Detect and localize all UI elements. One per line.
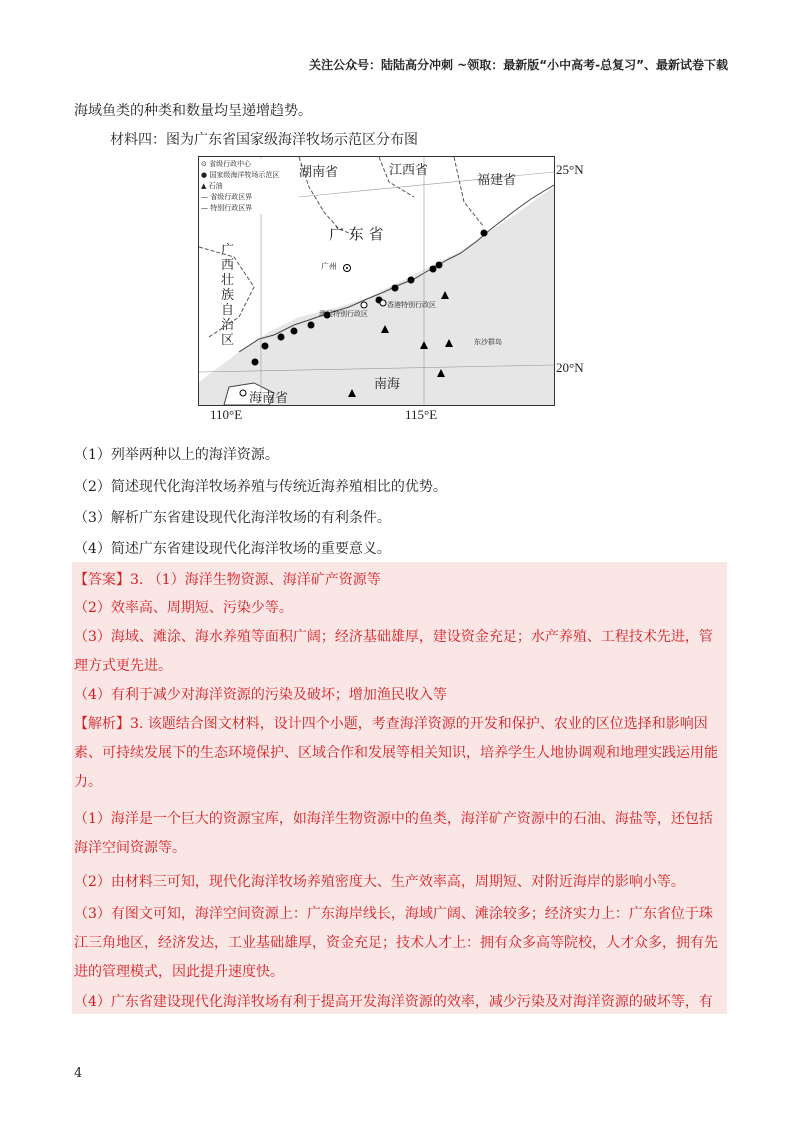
coord-115e: 115°E bbox=[405, 407, 438, 422]
question-2: （2）简述现代化海洋牧场养殖与传统近海养殖相比的优势。 bbox=[74, 479, 447, 495]
coord-25n: 25°N bbox=[556, 162, 584, 177]
analysis-line-3: 力。 bbox=[74, 774, 102, 790]
analysis-line-1: 【解析】3. 该题结合图文材料，设计四个小题，考查海洋资源的开发和保护、农业的区位选择和影响因 bbox=[74, 716, 708, 732]
analysis-line-9: 进的管理模式，因此提升速度快。 bbox=[74, 964, 284, 980]
legend-province-border: — 省级行政区界 bbox=[201, 193, 253, 201]
coord-110e: 110°E bbox=[210, 407, 243, 422]
ranch-dot bbox=[481, 230, 488, 237]
analysis-line-2: 素、可持续发展下的生态环境保护、区域合作和发展等相关知识，培养学生人地协调观和地理实践运用能 bbox=[74, 745, 718, 761]
analysis-line-7: （3）有图文可知，海洋空间资源上：广东海岸线长，海域广阔、滩涂较多；经济实力上：广东省位于珠 bbox=[74, 906, 713, 922]
material-title: 材料四：图为广东省国家级海洋牧场示范区分布图 bbox=[110, 132, 418, 148]
ranch-dot bbox=[252, 359, 259, 366]
answer-line-2: （2）效率高、周期短、污染少等。 bbox=[74, 600, 293, 616]
ranch-dot bbox=[291, 328, 298, 335]
ranch-dot bbox=[262, 343, 269, 350]
label-hunan: 湖南省 bbox=[299, 165, 339, 180]
haikou-marker bbox=[240, 390, 246, 396]
legend-capital: ⊙ 省级行政中心 bbox=[201, 160, 252, 168]
label-guangxi: 广西壮族自治区 bbox=[221, 243, 235, 348]
label-guangzhou: 广州 bbox=[321, 262, 337, 271]
answer-line-1: 【答案】3. （1）海洋生物资源、海洋矿产资源等 bbox=[74, 572, 381, 588]
page-number: 4 bbox=[74, 1066, 83, 1081]
legend-oil: ▲ 石油 bbox=[201, 182, 223, 190]
map-legend bbox=[201, 159, 280, 214]
ranch-dot bbox=[278, 334, 285, 341]
question-4: （4）简述广东省建设现代化海洋牧场的重要意义。 bbox=[74, 541, 391, 557]
label-xianggang: 香港特别行政区 bbox=[387, 301, 436, 309]
analysis-line-10: （4）广东省建设现代化海洋牧场有利于提高开发海洋资源的效率，减少污染及对海洋资源的破坏等，有 bbox=[74, 994, 713, 1010]
analysis-line-4: （1）海洋是一个巨大的资源宝库，如海洋生物资源中的鱼类，海洋矿产资源中的石油、海盐等，还包括 bbox=[74, 811, 713, 827]
label-jiangxi: 江西省 bbox=[389, 163, 429, 178]
xianggang-marker bbox=[380, 300, 386, 306]
guangzhou-marker-center bbox=[346, 267, 348, 269]
answer-line-5: （4）有利于减少对海洋资源的污染及破坏；增加渔民收入等 bbox=[74, 687, 447, 703]
legend-ranch: ● 国家级海洋牧场示范区 bbox=[201, 171, 280, 179]
coord-20n: 20°N bbox=[556, 360, 584, 375]
ranch-dot bbox=[430, 266, 437, 273]
answer-line-4: 理方式更先进。 bbox=[74, 658, 172, 674]
ranch-dot bbox=[308, 322, 315, 329]
ranch-dot bbox=[436, 262, 443, 269]
answer-line-3: （3）海域、滩涂、海水养殖等面积广阔；经济基础雄厚，建设资金充足；水产养殖、工程技术先进，管 bbox=[74, 629, 713, 645]
analysis-line-8: 江三角地区，经济发达，工业基础雄厚，资金充足；技术人才上：拥有众多高等院校，人才众多，拥有先 bbox=[74, 935, 718, 951]
intro-line: 海域鱼类的种类和数量均呈递增趋势。 bbox=[74, 103, 312, 119]
analysis-line-5: 海洋空间资源等。 bbox=[74, 840, 186, 856]
label-hainan: 海南省 bbox=[249, 391, 289, 406]
map-frame bbox=[198, 156, 555, 406]
label-aomen: 澳门特别行政区 bbox=[319, 310, 368, 318]
aomen-marker bbox=[361, 302, 367, 308]
question-1: （1）列举两种以上的海洋资源。 bbox=[74, 447, 279, 463]
page-header: 关注公众号：陆陆高分冲刺 ~领取：最新版“小中高考-总复习”、最新试卷下载 bbox=[309, 58, 728, 72]
label-fujian: 福建省 bbox=[477, 173, 517, 188]
analysis-line-6: （2）由材料三可知，现代化海洋牧场养殖密度大、生产效率高，周期短、对附近海岸的影响小等。 bbox=[74, 874, 685, 890]
ranch-dot bbox=[408, 277, 415, 284]
question-3: （3）解析广东省建设现代化海洋牧场的有利条件。 bbox=[74, 510, 391, 526]
label-dongsha: 东沙群岛 bbox=[474, 338, 502, 346]
label-nanhai: 南海 bbox=[374, 377, 401, 392]
label-guangdong: 广 东 省 bbox=[329, 225, 384, 243]
guangdong-map bbox=[150, 150, 620, 425]
ranch-dot bbox=[392, 285, 399, 292]
legend-sar-border: — 特别行政区界 bbox=[201, 204, 253, 212]
